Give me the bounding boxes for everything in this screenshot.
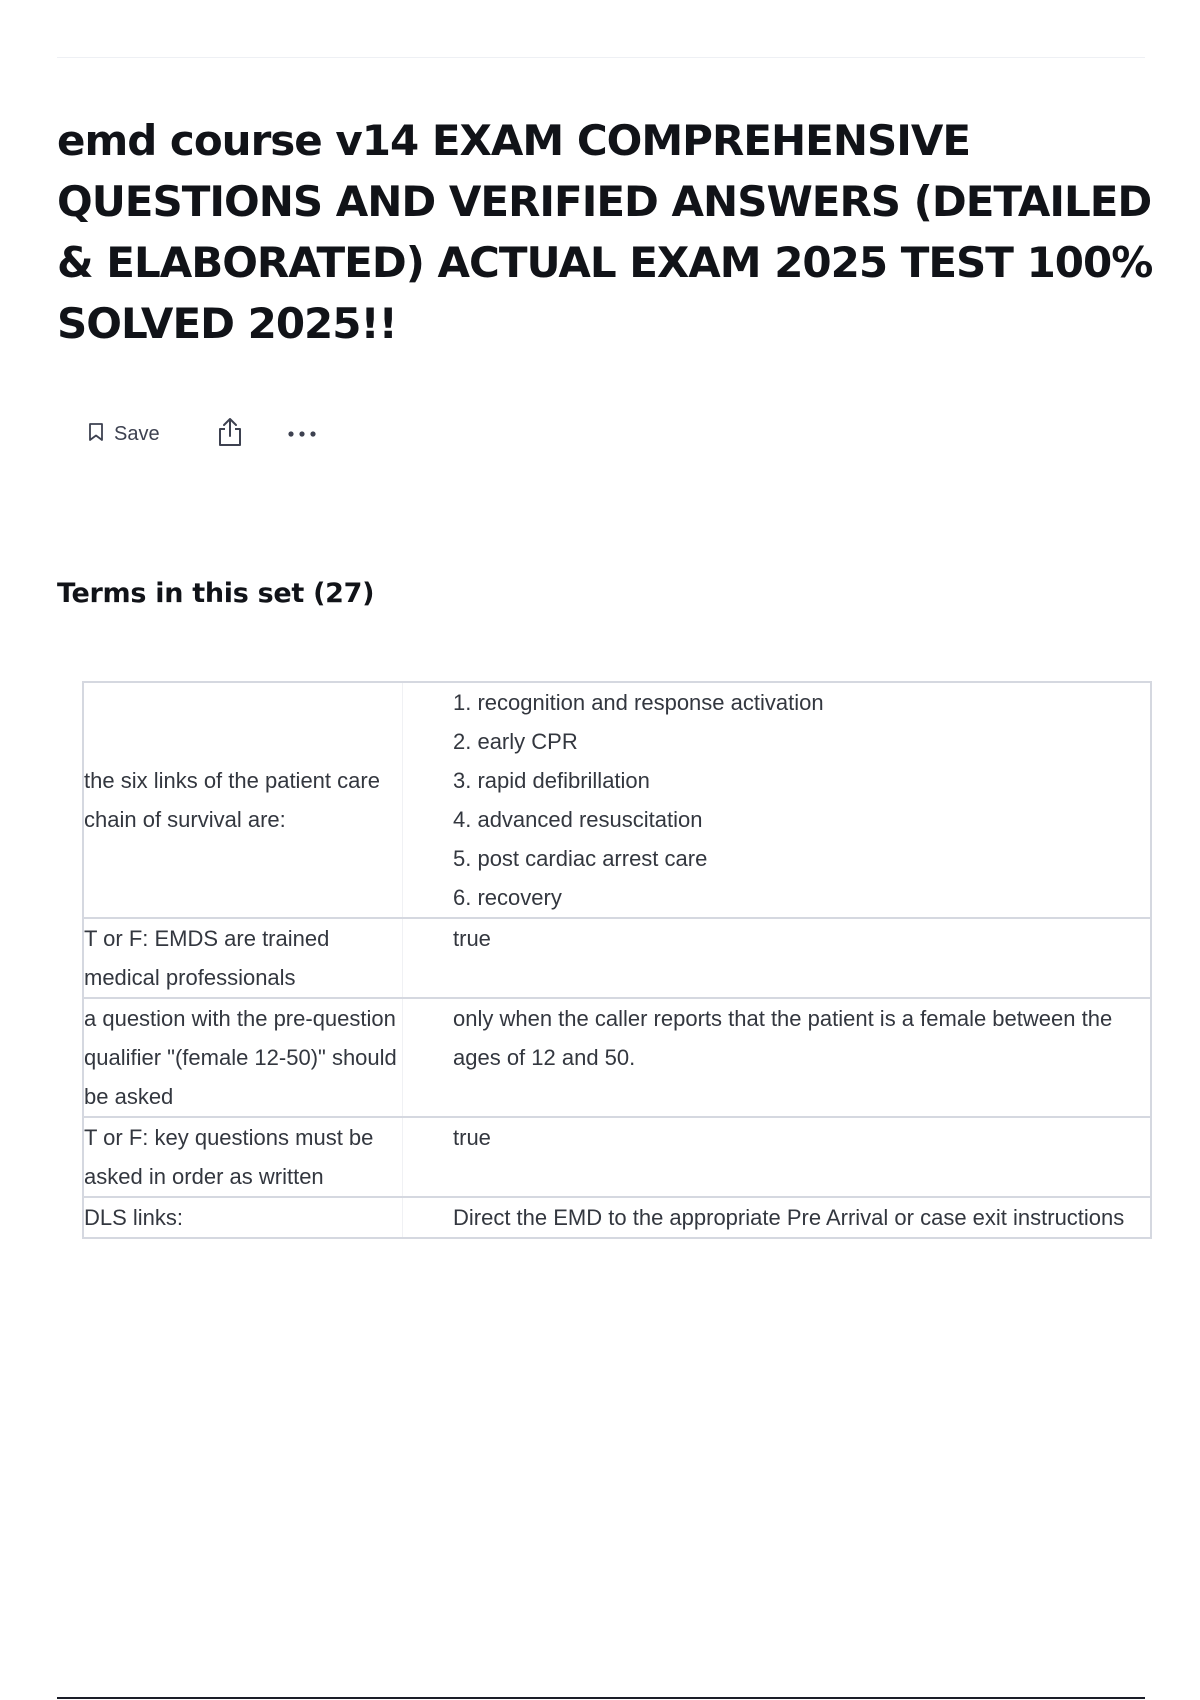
terms-table [82, 681, 1152, 1239]
term-row [83, 682, 1151, 918]
definition-line: 2. early CPR [453, 729, 578, 754]
definition-cell [403, 918, 1152, 998]
action-bar [80, 410, 322, 458]
definition-cell [403, 682, 1152, 918]
definition-line: 1. recognition and response activation [453, 690, 824, 715]
definition-line: only when the caller reports that the patient is a female between the ages of 12 and 50. [453, 1006, 1113, 1070]
term-cell [83, 918, 403, 998]
more-horizontal-icon [287, 425, 317, 443]
bottom-divider [57, 1697, 1145, 1699]
term-cell [83, 682, 403, 918]
term-text: DLS links: [84, 1205, 184, 1230]
term-row [83, 998, 1151, 1117]
more-options-button[interactable] [282, 414, 322, 454]
term-text: the six links of the patient care chain of survival are: [84, 768, 380, 832]
save-button-label: Save [114, 422, 160, 445]
term-cell [83, 1117, 403, 1197]
term-cell [83, 998, 403, 1117]
term-row [83, 1197, 1151, 1238]
top-divider [57, 57, 1145, 58]
terms-heading: Terms in this set (27) [57, 578, 375, 609]
definition-line: true [453, 926, 491, 951]
definition-line: 6. recovery [453, 885, 562, 910]
term-text: a question with the pre-question qualifier "(female 12-50)" should be asked [84, 1006, 397, 1109]
definition-line: 4. advanced resuscitation [453, 807, 703, 832]
share-icon [216, 416, 244, 453]
save-button[interactable] [80, 416, 168, 453]
bookmark-icon [88, 422, 104, 447]
share-button[interactable] [210, 414, 250, 454]
definition-cell [403, 998, 1152, 1117]
definition-line: true [453, 1125, 491, 1150]
term-text: T or F: EMDS are trained medical professionals [84, 926, 330, 990]
definition-line: Direct the EMD to the appropriate Pre Arrival or case exit instructions [453, 1205, 1125, 1230]
definition-line: 5. post cardiac arrest care [453, 846, 708, 871]
term-cell [83, 1197, 403, 1238]
term-text: T or F: key questions must be asked in order as written [84, 1125, 374, 1189]
page-title: emd course v14 EXAM COMPREHENSIVE QUESTIONS AND VERIFIED ANSWERS (DETAILED & ELABORATED) ACTUAL EXAM 2025 TEST 100% SOLVED 2025!! [57, 116, 1153, 348]
term-row [83, 1117, 1151, 1197]
definition-line: 3. rapid defibrillation [453, 768, 650, 793]
definition-cell [403, 1117, 1152, 1197]
term-row [83, 918, 1151, 998]
definition-cell [403, 1197, 1152, 1238]
